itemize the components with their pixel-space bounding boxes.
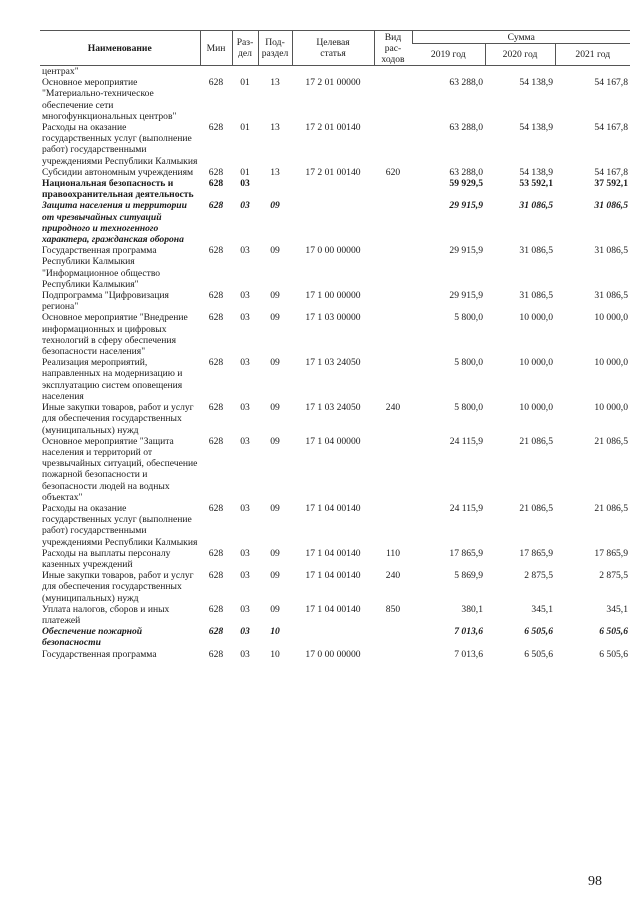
row-section-code: 03 — [240, 603, 250, 615]
row-ministry-code: 628 — [208, 166, 224, 178]
header-expense-type: Вид рас- ходов — [374, 31, 412, 66]
row-subsection-code: 09 — [270, 245, 280, 257]
row-ministry-code: 628 — [208, 603, 224, 615]
row-amount-2021: 31 086,5 — [594, 290, 628, 302]
row-amount-2021: 10 000,0 — [594, 357, 628, 369]
row-amount-2020: 21 086,5 — [519, 502, 553, 514]
row-amount-2020: 54 138,9 — [519, 122, 553, 134]
row-amount-2020: 10 000,0 — [519, 357, 553, 369]
header-year-2020: 2020 год — [485, 44, 555, 66]
row-amount-2021: 6 505,6 — [599, 648, 628, 660]
table-row — [40, 626, 630, 648]
table-row — [40, 604, 630, 626]
row-subsection-code: 09 — [270, 570, 280, 582]
page-number: 98 — [588, 874, 602, 889]
row-target-article: 17 0 00 00000 — [305, 648, 361, 660]
row-expense-type — [374, 503, 412, 548]
row-amount-2020: 10 000,0 — [519, 402, 553, 414]
row-expense-type — [374, 245, 412, 290]
row-name: Государственная программа — [42, 648, 157, 660]
row-amount-2020: 6 505,6 — [524, 626, 553, 638]
row-amount-2020: 21 086,5 — [519, 435, 553, 447]
row-amount-2021: 37 592,1 — [594, 178, 628, 190]
row-ministry-code: 628 — [208, 626, 224, 638]
row-amount-2019: 59 929,5 — [449, 178, 483, 190]
row-target-article — [292, 178, 374, 200]
row-amount-2019: 17 865,9 — [449, 547, 483, 559]
table-row — [40, 357, 630, 402]
row-ministry-code: 628 — [208, 77, 224, 89]
row-subsection-code: 09 — [270, 502, 280, 514]
table-row — [40, 200, 630, 245]
row-amount-2021: 31 086,5 — [594, 200, 628, 212]
row-name: Обеспечение пожарной безопасности — [42, 626, 143, 649]
row-subsection-code: 09 — [270, 290, 280, 302]
row-amount-2019: 5 800,0 — [454, 312, 483, 324]
row-expense-type: 240 — [385, 570, 401, 582]
row-amount-2019: 29 915,9 — [449, 245, 483, 257]
row-amount-2020: 31 086,5 — [519, 245, 553, 257]
row-section-code: 03 — [240, 178, 250, 190]
row-amount-2021: 2 875,5 — [599, 570, 628, 582]
row-subsection-code — [258, 178, 292, 200]
row-amount-2021: 17 865,9 — [594, 547, 628, 559]
row-amount-2021: 345,1 — [606, 603, 628, 615]
row-expense-type — [374, 178, 412, 200]
row-expense-type — [374, 649, 412, 660]
row-name: Расходы на выплаты персоналу казенных учреждений — [42, 547, 171, 570]
row-target-article: 17 1 00 00000 — [305, 290, 361, 302]
row-name: Основное мероприятие "Защита населения и территорий от чрезвычайных ситуаций, обеспечение пожарной безопасности и безопасности людей на водных объектах" — [42, 435, 198, 503]
row-expense-type — [374, 436, 412, 503]
row-target-article — [292, 66, 374, 78]
row-amount-2020: 2 875,5 — [524, 570, 553, 582]
row-ministry-code: 628 — [208, 178, 224, 190]
row-amount-2019: 24 115,9 — [449, 502, 483, 514]
row-target-article: 17 1 04 00140 — [305, 547, 361, 559]
row-section-code: 03 — [240, 435, 250, 447]
header-razdel: Раз- дел — [232, 31, 258, 66]
table-row — [40, 436, 630, 503]
row-ministry-code: 628 — [208, 312, 224, 324]
row-section-code — [232, 66, 258, 78]
row-amount-2019: 5 800,0 — [454, 357, 483, 369]
row-amount-2020: 54 138,9 — [519, 77, 553, 89]
row-section-code: 03 — [240, 547, 250, 559]
row-target-article — [292, 626, 374, 648]
table-row — [40, 122, 630, 167]
row-ministry-code: 628 — [208, 357, 224, 369]
row-section-code: 03 — [240, 402, 250, 414]
header-podrazdel: Под- раздел — [258, 31, 292, 66]
row-amount-2019: 24 115,9 — [449, 435, 483, 447]
row-expense-type — [374, 626, 412, 648]
row-amount-2019: 7 013,6 — [454, 626, 483, 638]
row-amount-2020: 54 138,9 — [519, 166, 553, 178]
row-ministry-code: 628 — [208, 290, 224, 302]
row-amount-2019: 5 800,0 — [454, 402, 483, 414]
table-row — [40, 570, 630, 604]
row-expense-type: 240 — [385, 402, 401, 414]
table-header — [40, 31, 630, 66]
row-name: Иные закупки товаров, работ и услуг для обеспечения государственных (муниципальных) нужд — [42, 402, 194, 436]
row-section-code: 01 — [240, 77, 250, 89]
header-year-2021: 2021 год — [555, 44, 630, 66]
row-target-article: 17 1 03 24050 — [305, 357, 361, 369]
row-amount-2021: 54 167,8 — [594, 77, 628, 89]
row-ministry-code: 628 — [208, 200, 224, 212]
row-subsection-code: 13 — [270, 166, 280, 178]
row-name: Уплата налогов, сборов и иных платежей — [42, 603, 170, 626]
row-subsection-code: 10 — [270, 626, 280, 638]
row-ministry-code: 628 — [208, 245, 224, 257]
row-expense-type: 620 — [385, 166, 401, 178]
row-amount-2020: 17 865,9 — [519, 547, 553, 559]
budget-table-page — [40, 30, 630, 660]
row-amount-2021: 31 086,5 — [594, 245, 628, 257]
row-section-code: 03 — [240, 502, 250, 514]
header-target-article: Целевая статья — [292, 31, 374, 66]
row-subsection-code: 09 — [270, 435, 280, 447]
row-expense-type — [374, 77, 412, 122]
row-subsection-code: 13 — [270, 122, 280, 134]
row-target-article: 17 1 04 00140 — [305, 603, 361, 615]
row-section-code: 01 — [240, 166, 250, 178]
row-expense-type: 110 — [385, 547, 401, 559]
row-section-code: 03 — [240, 648, 250, 660]
row-target-article: 17 2 01 00000 — [305, 77, 361, 89]
row-target-article: 17 1 04 00000 — [305, 435, 361, 447]
header-year-2019: 2019 год — [412, 44, 485, 66]
row-ministry-code: 628 — [208, 547, 224, 559]
row-section-code: 03 — [240, 290, 250, 302]
row-expense-type — [374, 66, 412, 78]
row-subsection-code: 09 — [270, 547, 280, 559]
row-subsection-code: 09 — [270, 312, 280, 324]
row-expense-type — [374, 357, 412, 402]
row-name: центрах" — [42, 66, 79, 77]
row-section-code: 03 — [240, 570, 250, 582]
row-ministry-code — [200, 66, 232, 78]
row-target-article: 17 1 03 24050 — [305, 402, 361, 414]
table-row — [40, 548, 630, 570]
row-subsection-code — [258, 66, 292, 78]
row-amount-2019: 380,1 — [461, 603, 483, 615]
row-amount-2019: 29 915,9 — [449, 290, 483, 302]
row-expense-type — [374, 122, 412, 167]
row-target-article — [292, 200, 374, 245]
table-row — [40, 649, 630, 660]
row-amount-2021: 10 000,0 — [594, 312, 628, 324]
table-row — [40, 66, 630, 78]
row-target-article: 17 2 01 00140 — [305, 166, 361, 178]
row-name: Субсидии автономным учреждениям — [42, 166, 194, 178]
row-amount-2020: 31 086,5 — [519, 290, 553, 302]
row-target-article: 17 1 04 00140 — [305, 502, 361, 514]
table-row — [40, 167, 630, 178]
row-amount-2021: 54 167,8 — [594, 122, 628, 134]
table-row — [40, 503, 630, 548]
row-target-article: 17 1 04 00140 — [305, 570, 361, 582]
row-subsection-code: 09 — [270, 603, 280, 615]
row-name: Расходы на оказание государственных услуг (выполнение работ) государственными учреждениями Республики Калмыкия — [42, 502, 198, 548]
row-section-code: 03 — [240, 200, 250, 212]
table-row — [40, 290, 630, 312]
row-amount-2020 — [485, 66, 555, 78]
row-ministry-code: 628 — [208, 402, 224, 414]
row-ministry-code: 628 — [208, 570, 224, 582]
row-name: Национальная безопасность и правоохранительная деятельность — [42, 178, 194, 201]
row-target-article: 17 0 00 00000 — [305, 245, 361, 257]
row-subsection-code: 10 — [270, 648, 280, 660]
row-subsection-code: 13 — [270, 77, 280, 89]
row-section-code: 03 — [240, 312, 250, 324]
table-row — [40, 402, 630, 436]
row-amount-2020: 53 592,1 — [519, 178, 553, 190]
row-expense-type: 850 — [385, 603, 401, 615]
row-amount-2021 — [555, 66, 630, 78]
row-name: Основное мероприятие "Материально-техническое обеспечение сети многофункциональных центров" — [42, 77, 177, 122]
row-ministry-code: 628 — [208, 122, 224, 134]
row-name: Основное мероприятие "Внедрение информационных и цифровых технологий в сферу обеспечения безопасности населения" — [42, 312, 188, 358]
row-name: Иные закупки товаров, работ и услуг для обеспечения государственных (муниципальных) нужд — [42, 570, 194, 604]
header-min: Мин — [200, 31, 232, 66]
row-section-code: 03 — [240, 357, 250, 369]
row-subsection-code: 09 — [270, 402, 280, 414]
row-amount-2019: 63 288,0 — [449, 77, 483, 89]
row-expense-type — [374, 312, 412, 357]
table-row — [40, 312, 630, 357]
row-ministry-code: 628 — [208, 435, 224, 447]
row-amount-2021: 54 167,8 — [594, 166, 628, 178]
header-summa: Сумма — [412, 31, 630, 44]
row-amount-2019: 63 288,0 — [449, 122, 483, 134]
row-subsection-code: 09 — [270, 357, 280, 369]
table-row — [40, 178, 630, 200]
table-body — [40, 66, 630, 660]
row-subsection-code: 09 — [270, 200, 280, 212]
row-amount-2021: 21 086,5 — [594, 435, 628, 447]
row-target-article: 17 1 03 00000 — [305, 312, 361, 324]
row-amount-2020: 345,1 — [531, 603, 553, 615]
row-target-article: 17 2 01 00140 — [305, 122, 361, 134]
row-amount-2019: 7 013,6 — [454, 648, 483, 660]
budget-table — [40, 30, 630, 660]
row-name: Реализация мероприятий, направленных на модернизацию и эксплуатацию систем оповещения населения — [42, 357, 183, 402]
row-name: Расходы на оказание государственных услуг (выполнение работ) государственными учреждениями Республики Калмыкия — [42, 122, 198, 167]
row-amount-2021: 21 086,5 — [594, 502, 628, 514]
row-name: Подпрограмма "Цифровизация региона" — [42, 290, 169, 313]
row-amount-2019: 5 869,9 — [454, 570, 483, 582]
table-row — [40, 245, 630, 290]
row-name: Защита населения и территории от чрезвычайных ситуаций природного и техногенного характера, гражданская оборона — [42, 200, 187, 246]
row-section-code: 03 — [240, 626, 250, 638]
row-amount-2020: 10 000,0 — [519, 312, 553, 324]
row-section-code: 03 — [240, 245, 250, 257]
row-ministry-code: 628 — [208, 502, 224, 514]
row-expense-type — [374, 200, 412, 245]
row-amount-2019: 63 288,0 — [449, 166, 483, 178]
row-amount-2020: 6 505,6 — [524, 648, 553, 660]
row-amount-2021: 10 000,0 — [594, 402, 628, 414]
row-ministry-code: 628 — [208, 648, 224, 660]
row-amount-2021: 6 505,6 — [599, 626, 628, 638]
row-amount-2019 — [412, 66, 485, 78]
table-row — [40, 77, 630, 122]
row-amount-2019: 29 915,9 — [449, 200, 483, 212]
row-expense-type — [374, 290, 412, 312]
row-name: Государственная программа Республики Калмыкия "Информационное общество Республики Калмыкия" — [42, 245, 161, 290]
row-amount-2020: 31 086,5 — [519, 200, 553, 212]
header-name: Наименование — [40, 31, 200, 66]
row-section-code: 01 — [240, 122, 250, 134]
